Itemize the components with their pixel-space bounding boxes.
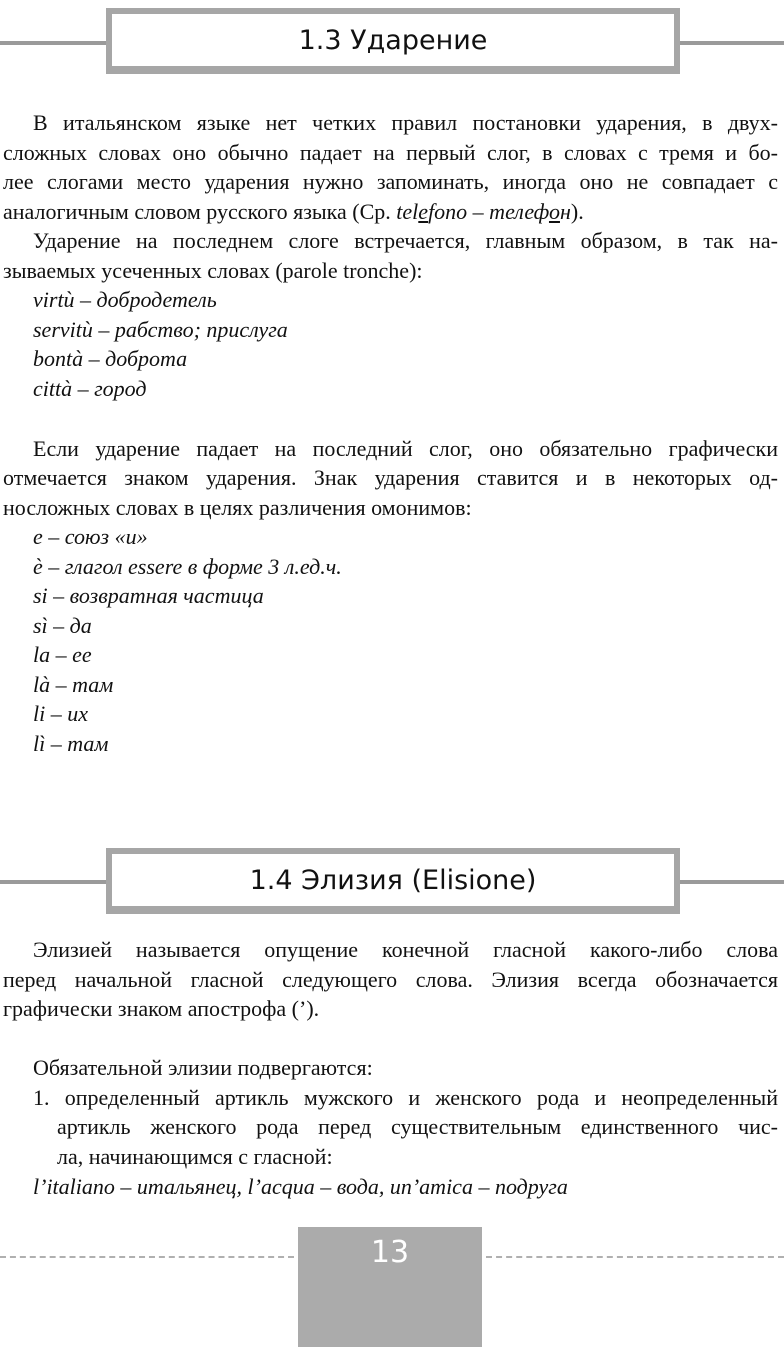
text-run: fono – телеф — [428, 199, 549, 224]
paragraph-line: графически знаком апострофа (’). — [3, 996, 320, 1021]
paragraph-line: Обязательной элизии подвергаются: — [33, 1055, 373, 1080]
example-line: li – их — [33, 701, 88, 726]
header-rule-left — [0, 41, 110, 45]
example-line: là – там — [33, 672, 114, 697]
section-heading-1-4: 1.4 Элизия (Elisione) — [106, 848, 680, 914]
list-item-line: артикль женского рода перед существительным единственного чис- — [57, 1114, 778, 1139]
example-line: e – союз «и» — [33, 524, 148, 549]
example-line: città – город — [33, 376, 147, 401]
text-run: аналогичным словом русского языка (Ср. — [3, 199, 397, 224]
section-heading-1-3: 1.3 Ударение — [106, 8, 680, 74]
paragraph-line: сложных словах оно обычно падает на первый слог, в словах с тремя и бо- — [3, 140, 778, 165]
header-rule-left — [0, 880, 110, 884]
page-number: 13 — [298, 1227, 482, 1347]
footer-dashed-rule-left — [0, 1256, 294, 1258]
paragraph-line: перед начальной гласной следующего слова. Элизия всегда обозначается — [3, 967, 778, 992]
header-rule-right — [676, 41, 784, 45]
paragraph-line: лее слогами место ударения нужно запоминать, иногда оно не совпадает с — [3, 169, 778, 194]
paragraph-line: В итальянском языке нет четких правил постановки ударения, в двух- — [33, 110, 778, 135]
paragraph-line: Если ударение падает на последний слог, оно обязательно графически — [33, 436, 778, 461]
example-word — [396, 199, 571, 224]
paragraph-line: зываемых усеченных словах (parole tronche): — [3, 258, 423, 283]
example-line: si – возвратная частица — [33, 583, 264, 608]
header-rule-right — [676, 880, 784, 884]
paragraph-line — [3, 199, 778, 225]
example-line: virtù – добродетель — [33, 287, 217, 312]
stress-mark: о — [548, 199, 560, 224]
stress-mark: e — [418, 199, 429, 224]
example-line: servitù – рабство; прислуга — [33, 317, 288, 342]
paragraph-line: носложных словах в целях различения омонимов: — [3, 495, 472, 520]
paragraph-line: Элизией называется опущение конечной гласной какого-либо слова — [33, 937, 778, 962]
example-line: lì – там — [33, 731, 109, 756]
list-item-line: ла, начинающимся с гласной: — [57, 1144, 333, 1169]
paragraph-line: отмечается знаком ударения. Знак ударения ставится и в некоторых од- — [3, 465, 778, 490]
example-line: l’italiano – итальянец, l’acqua – вода, un’amica – подруга — [33, 1174, 568, 1199]
text-run: tel — [396, 199, 419, 224]
paragraph-line: Ударение на последнем слоге встречается, главным образом, в так на- — [33, 228, 778, 253]
text-run: ). — [570, 199, 584, 224]
list-item-line: 1. определенный артикль мужского и женского рода и неопределенный — [33, 1085, 778, 1110]
example-line: sì – да — [33, 613, 92, 638]
example-line: la – ее — [33, 642, 92, 667]
text-run: н — [559, 199, 571, 224]
footer-dashed-rule-right — [486, 1256, 784, 1258]
example-line: è – глагол essere в форме 3 л.ед.ч. — [33, 554, 342, 579]
example-line: bontà – доброта — [33, 346, 188, 371]
